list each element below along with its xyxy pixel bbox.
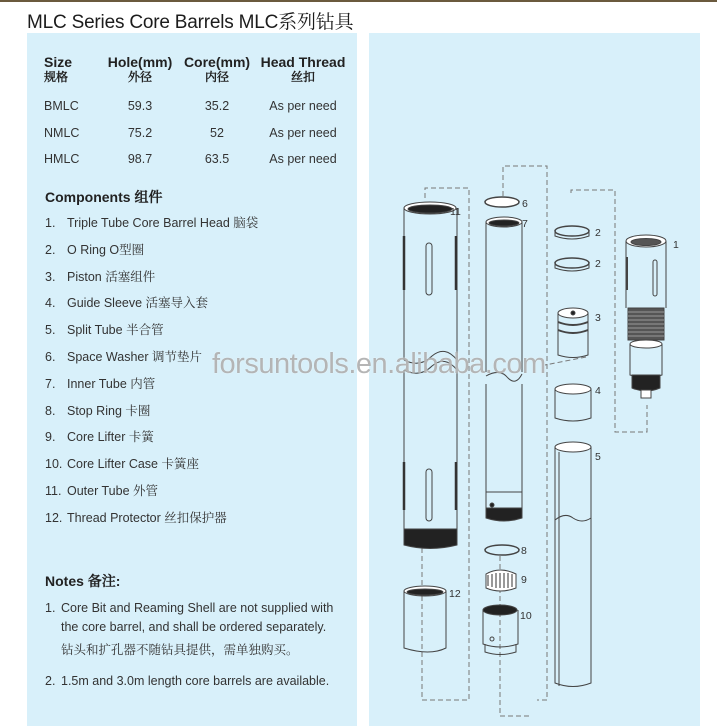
header-core: Core(mm) 内径 bbox=[183, 54, 251, 84]
components-heading: Components 组件 bbox=[45, 189, 163, 205]
cell-thread: As per need bbox=[269, 152, 337, 167]
label-10: 10 bbox=[520, 610, 532, 622]
cell-size: BMLC bbox=[44, 99, 79, 114]
split-tube-icon bbox=[555, 442, 591, 687]
list-item: 5. Split Tube 半合管 bbox=[45, 323, 164, 338]
cell-core: 63.5 bbox=[204, 152, 230, 167]
cell-hole: 98.7 bbox=[127, 152, 153, 167]
list-item: 10. Core Lifter Case 卡簧座 bbox=[45, 457, 199, 472]
label-8: 8 bbox=[521, 545, 527, 557]
label-12: 12 bbox=[449, 588, 461, 600]
label-2b: 2 bbox=[595, 258, 601, 270]
page-title: MLC Series Core Barrels MLC系列钻具 bbox=[27, 12, 354, 33]
cell-hole: 59.3 bbox=[127, 99, 153, 114]
header-thread: Head Thread 丝扣 bbox=[260, 54, 346, 84]
label-4: 4 bbox=[595, 385, 601, 397]
list-item: 4. Guide Sleeve 活塞导入套 bbox=[45, 296, 209, 311]
header-hole: Hole(mm) 外径 bbox=[107, 54, 173, 84]
note-item: 1. Core Bit and Reaming Shell are not supplied with the core barrel, and shall be ordered separately. 钻头和扩孔器不随钻具提供，需单独购买。 bbox=[45, 601, 334, 657]
thread-protector-icon bbox=[404, 586, 446, 652]
label-3: 3 bbox=[595, 312, 601, 324]
label-11: 11 bbox=[450, 206, 461, 218]
cell-size: NMLC bbox=[44, 125, 80, 140]
label-7: 7 bbox=[522, 218, 528, 230]
list-item: 9. Core Lifter 卡簧 bbox=[45, 430, 154, 445]
list-item: 11. Outer Tube 外管 bbox=[45, 483, 159, 498]
cell-thread: As per need bbox=[269, 125, 337, 140]
list-item: 1. Triple Tube Core Barrel Head 脑袋 bbox=[45, 216, 259, 230]
cell-core: 35.2 bbox=[204, 99, 230, 114]
watermark: forsuntools.en.alibaba.com bbox=[212, 348, 546, 380]
guide-sleeve-icon bbox=[555, 384, 591, 421]
core-barrel-head-icon bbox=[626, 235, 666, 398]
label-2a: 2 bbox=[595, 227, 601, 239]
label-1: 1 bbox=[673, 239, 679, 251]
cell-core: 52 bbox=[210, 125, 224, 140]
list-item: 6. Space Washer 调节垫片 bbox=[45, 349, 202, 364]
list-item: 2. O Ring O型圈 bbox=[45, 242, 145, 257]
list-item: 7. Inner Tube 内管 bbox=[45, 376, 156, 391]
label-6: 6 bbox=[522, 198, 528, 210]
list-item: 8. Stop Ring 卡圈 bbox=[45, 403, 151, 418]
core-lifter-icon bbox=[486, 570, 516, 591]
cell-hole: 75.2 bbox=[127, 125, 153, 140]
piston-icon bbox=[558, 308, 588, 358]
label-9: 9 bbox=[521, 574, 527, 586]
list-item: 3. Piston 活塞组件 bbox=[45, 269, 156, 284]
cell-size: HMLC bbox=[44, 152, 80, 167]
label-5: 5 bbox=[595, 451, 601, 463]
notes-heading: Notes 备注: bbox=[45, 573, 121, 589]
header-size: Size 规格 bbox=[44, 54, 73, 84]
list-item: 12. Thread Protector 丝扣保护器 bbox=[45, 510, 227, 525]
cell-thread: As per need bbox=[269, 99, 337, 114]
note-item: 2. 1.5m and 3.0m length core barrels are available. bbox=[45, 674, 330, 688]
